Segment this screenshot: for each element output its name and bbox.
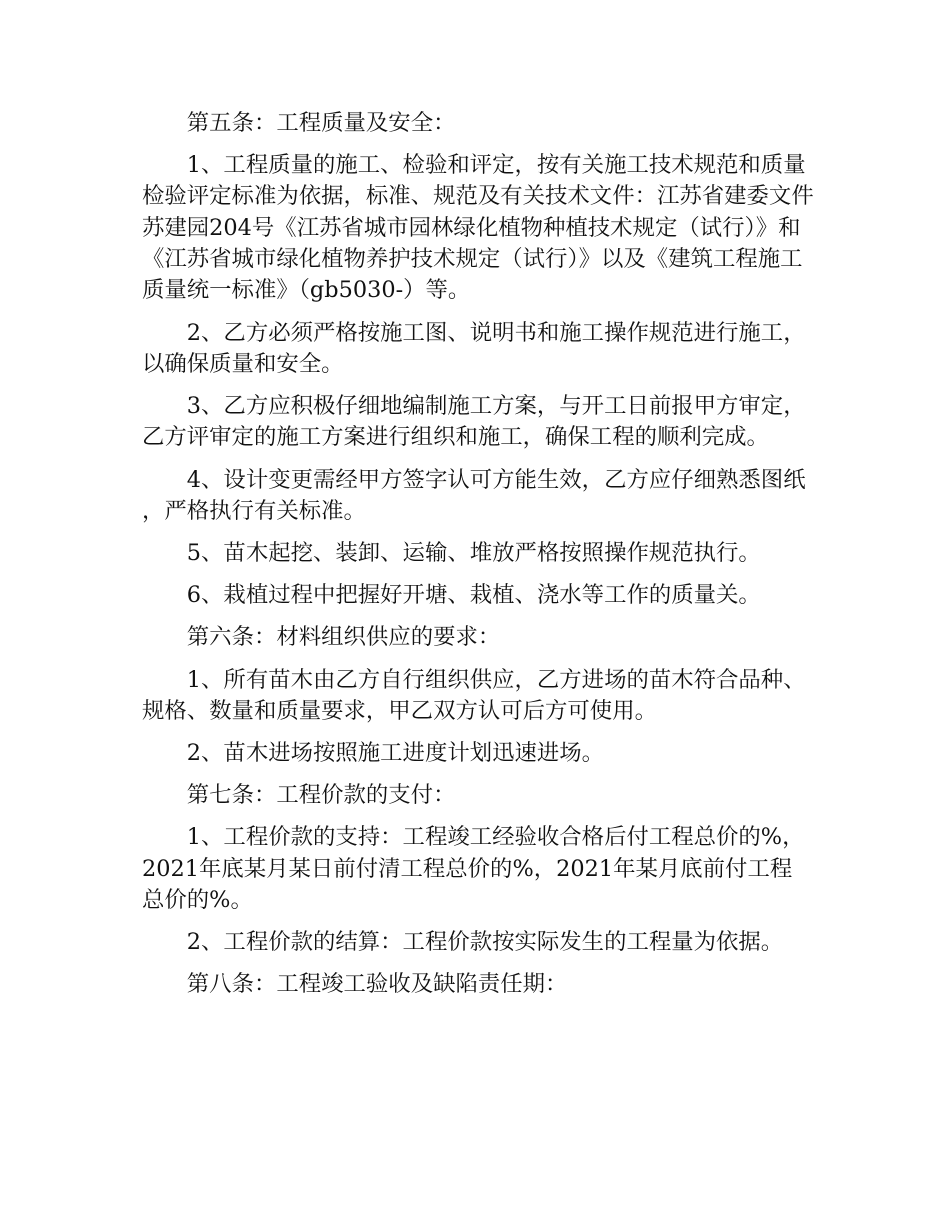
article-5-heading: 第五条：工程质量及安全：: [186, 110, 456, 136]
article-6-clause-2: 2、苗木进场按照施工进度计划迅速进场。: [186, 740, 605, 767]
article-5-clause-6: 6、栽植过程中把握好开塘、栽植、浇水等工作的质量关。: [186, 582, 761, 609]
article-5-clause-2: 2、乙方必须严格按施工图、说明书和施工操作规范进行施工，以确保质量和安全。: [142, 319, 806, 377]
article-5-clause-5: 5、苗木起挖、装卸、运输、堆放严格按照操作规范执行。: [186, 540, 761, 567]
article-5-clause-4: 4、设计变更需经甲方签字认可方能生效，乙方应仔细熟悉图纸，严格执行有关标准。: [142, 466, 806, 524]
article-6-clause-1: 1、所有苗木由乙方自行组织供应，乙方进场的苗木符合品种、规格、数量和质量要求，甲乙双方认可后方可使用。: [142, 666, 806, 724]
article-7-heading: 第七条：工程价款的支付：: [186, 782, 456, 809]
article-7-clause-2: 2、工程价款的结算：工程价款按实际发生的工程量为依据。: [186, 929, 784, 956]
article-5-clause-3: 3、乙方应积极仔细地编制施工方案，与开工日前报甲方审定，乙方评审定的施工方案进行组织和施工，确保工程的顺利完成。: [142, 393, 806, 451]
article-5-clause-1: 1、工程质量的施工、检验和评定，按有关施工技术规范和质量检验评定标准为依据，标准、规范及有关技术文件：江苏省建委文件苏建园204号《江苏省城市园林绿化植物种植技术规定（试行）》和《江苏省城市绿化植物养护技术规定（试行）》以及《建筑工程施工质量统一标准》（gb5030-）等。: [142, 152, 814, 304]
article-7-clause-1: 1、工程价款的支持：工程竣工经验收合格后付工程总价的%，2021年底某月某日前付清工程总价的%，2021年某月底前付工程总价的%。: [142, 824, 805, 914]
document-page: [142, 108, 814, 1012]
article-8-heading: 第八条：工程竣工验收及缺陷责任期：: [186, 971, 568, 998]
article-6-heading: 第六条：材料组织供应的要求：: [186, 624, 501, 651]
